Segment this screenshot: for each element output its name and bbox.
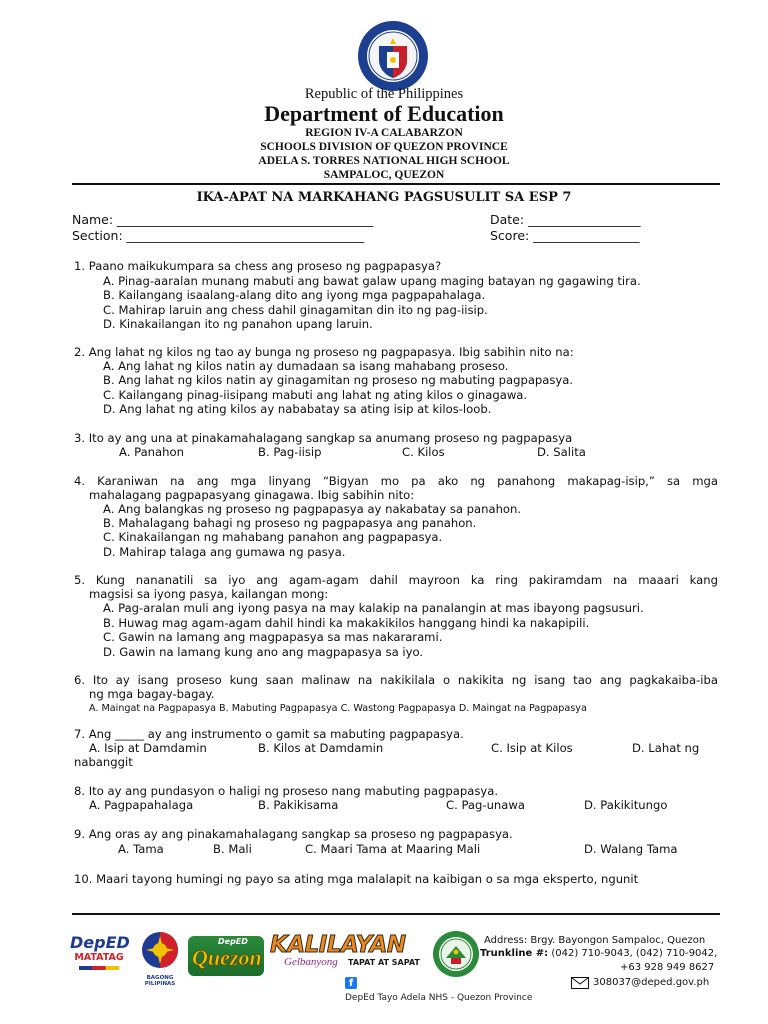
bagong-pilipinas-emblem-icon bbox=[134, 930, 186, 970]
question-3-stem: 3. Ito ay ang una at pinakamahalagang sangkap sa anumang proseso ng pagpapasya bbox=[74, 431, 573, 445]
school-address: Address: Brgy. Bayongon Sampaloc, Quezon bbox=[484, 935, 706, 946]
region-text: REGION IV-A CALABARZON bbox=[305, 127, 463, 139]
question-4-stem-cont: mahalagang pagpapasyang ginagawa. Ibig sabihin nito: bbox=[89, 488, 415, 502]
question-7-choice-d: D. Lahat ng bbox=[632, 741, 700, 755]
republic-text: Republic of the Philippines bbox=[304, 86, 464, 102]
department-title: Department of Education bbox=[264, 101, 504, 126]
question-8-choice-c: C. Pag-unawa bbox=[446, 798, 525, 812]
deped-seal-logo bbox=[357, 20, 429, 92]
header-divider bbox=[72, 183, 720, 185]
question-5-choice-b: B. Huwag mag agam-agam dahil hindi ka makakikilos hanggang hindi ka nakapipili. bbox=[103, 616, 590, 630]
question-7-choice-b: B. Kilos at Damdamin bbox=[258, 741, 384, 755]
question-8-choice-b: B. Pakikisama bbox=[258, 798, 339, 812]
question-1-choice-b: B. Kailangang isaalang-alang dito ang iyong mga pagpapahalaga. bbox=[103, 288, 486, 302]
question-3-choice-c: C. Kilos bbox=[402, 445, 445, 459]
question-3-choice-b: B. Pag-iisip bbox=[258, 445, 322, 459]
trunkline-numbers: (042) 710-9043, (042) 710-9042, bbox=[551, 948, 718, 959]
division-text: SCHOOLS DIVISION OF QUEZON PROVINCE bbox=[260, 141, 508, 153]
question-1-stem: 1. Paano maikukumpara sa chess ang proseso ng pagpapasya? bbox=[74, 259, 442, 273]
question-4-choice-d: D. Mahirap talaga ang gumawa ng pasya. bbox=[103, 545, 346, 559]
deped-matatag-logo bbox=[70, 934, 128, 980]
question-9-choice-c: C. Maari Tama at Maaring Mali bbox=[305, 842, 481, 856]
question-6-stem-cont: ng mga bagay-bagay. bbox=[89, 687, 215, 701]
score-field[interactable]: Score: _________________ bbox=[490, 228, 640, 243]
question-7-stem: 7. Ang _____ ay ang instrumento o gamit sa mabuting pagpapasya. bbox=[74, 727, 464, 741]
facebook-icon: f bbox=[345, 977, 357, 989]
question-7-choice-d-cont: nabanggit bbox=[74, 755, 133, 769]
question-6-stem: 6. Ito ay isang proseso kung saan malinaw na nakikilala o nakikita ng isang tao ang pagkakaiba-iba bbox=[74, 673, 718, 687]
question-4-choice-b: B. Mahalagang bahagi ng proseso ng pagpapasya ang panahon. bbox=[103, 516, 477, 530]
deped-quezon-logo bbox=[188, 936, 264, 976]
question-3-choice-d: D. Salita bbox=[537, 445, 586, 459]
question-1-choice-a: A. Pinag-aaralan munang mabuti ang bawat galaw upang maging batayan ng gagawing tira. bbox=[103, 274, 641, 288]
question-5-choice-a: A. Pag-aralan muli ang iyong pasya na may kalakip na panalangin at mas ibayong pagsusuri. bbox=[103, 601, 644, 615]
school-name: ADELA S. TORRES NATIONAL HIGH SCHOOL bbox=[258, 155, 510, 167]
question-2-choice-c: C. Kailangang pinag-iisipang mabuti ang lahat ng ating kilos o ginagawa. bbox=[103, 388, 528, 402]
question-3-choice-a: A. Panahon bbox=[119, 445, 184, 459]
tapat-at-sapat-text: TAPAT AT SAPAT bbox=[348, 958, 420, 967]
school-location: SAMPALOC, QUEZON bbox=[323, 169, 445, 181]
school-seal-logo bbox=[432, 930, 480, 978]
question-9-choice-d: D. Walang Tama bbox=[584, 842, 678, 856]
trunkline bbox=[480, 947, 717, 960]
section-field[interactable]: Section: ______________________________________ bbox=[72, 228, 365, 243]
question-5-choice-d: D. Gawin na lamang kung ano ang magpapasya sa iyo. bbox=[103, 645, 424, 659]
footer-divider bbox=[72, 913, 720, 915]
question-9-choice-b: B. Mali bbox=[213, 842, 252, 856]
question-2-choice-b: B. Ang lahat ng kilos natin ay ginagamitan ng proseso ng mabuting pagpapasya. bbox=[103, 373, 574, 387]
question-5-stem: 5. Kung nananatili sa iyo ang agam-agam dahil mayroon ka ring pakiramdam na maaari kang bbox=[74, 573, 718, 587]
question-8-choice-d: D. Pakikitungo bbox=[584, 798, 668, 812]
question-6-choices: A. Maingat na Pagpapasya B. Mabuting Pagpapasya C. Wastong Pagpapasya D. Maingat na Pagpapasya bbox=[89, 703, 587, 714]
question-9-stem: 9. Ang oras ay ang pinakamahalagang sangkap sa proseso ng pagpapasya. bbox=[74, 827, 513, 841]
question-10-stem: 10. Maari tayong humingi ng payo sa ating mga malalapit na kaibigan o sa mga eksperto, ngunit bbox=[74, 872, 639, 886]
question-4-choice-c: C. Kinakailangan ng mahabang panahon ang pagpapasya. bbox=[103, 530, 443, 544]
deped-quezon-small-text: DepED bbox=[218, 937, 248, 946]
question-8-choice-a: A. Pagpapahalaga bbox=[89, 798, 194, 812]
question-8-stem: 8. Ito ay ang pundasyon o haligi ng proseso nang mabuting pagpapasya. bbox=[74, 784, 499, 798]
exam-title: IKA-APAT NA MARKAHANG PAGSUSULIT SA ESP 7 bbox=[196, 190, 572, 205]
question-7-choice-a: A. Isip at Damdamin bbox=[89, 741, 207, 755]
question-2-choice-a: A. Ang lahat ng kilos natin ay dumadaan sa isang mahabang proseso. bbox=[103, 359, 509, 373]
kalilayan-text: KALILAYAN bbox=[270, 932, 406, 958]
mobile-number: +63 928 949 8627 bbox=[620, 962, 715, 973]
question-9-choice-a: A. Tama bbox=[118, 842, 164, 856]
deped-logo-text: DepED bbox=[70, 933, 130, 952]
bagong-pilipinas-text: BAGONG PILIPINAS bbox=[144, 975, 176, 987]
question-2-stem: 2. Ang lahat ng kilos ng tao ay bunga ng proseso ng pagpapasya. Ibig sabihin nito na: bbox=[74, 345, 574, 359]
bagong-pilipinas-logo bbox=[134, 930, 186, 986]
question-7-choice-c: C. Isip at Kilos bbox=[491, 741, 573, 755]
question-5-stem-cont: magsisi sa iyong pasya, kailangan mong: bbox=[89, 587, 329, 601]
facebook-page[interactable]: DepEd Tayo Adela NHS - Quezon Province bbox=[345, 993, 533, 1003]
question-1-choice-c: C. Mahirap laruin ang chess dahil ginagamitan din ito ng pag-iisip. bbox=[103, 303, 488, 317]
date-field[interactable]: Date: __________________ bbox=[490, 212, 641, 227]
matatag-stripe bbox=[79, 966, 119, 970]
trunkline-label: Trunkline #: bbox=[480, 948, 549, 959]
question-2-choice-d: D. Ang lahat ng ating kilos ay nababatay sa ating isip at kilos-loob. bbox=[103, 402, 492, 416]
question-5-choice-c: C. Gawin na lamang ang magpapasya sa mas nakararami. bbox=[103, 630, 443, 644]
question-4-choice-a: A. Ang balangkas ng proseso ng pagpapasya ay nakabatay sa panahon. bbox=[103, 502, 522, 516]
mail-icon bbox=[571, 977, 589, 989]
name-field[interactable]: Name: _________________________________________ bbox=[72, 212, 374, 227]
email-address[interactable]: 308037@deped.gov.ph bbox=[593, 977, 710, 988]
kalilayan-subtext: Gelbanyong bbox=[284, 956, 338, 968]
question-1-choice-d: D. Kinakailangan ito ng panahon upang laruin. bbox=[103, 317, 373, 331]
quezon-text: Quezon bbox=[192, 945, 262, 970]
question-4-stem: 4. Karaniwan na ang mga linyang “Bigyan mo pa ako ng panahong makapag-isip,” sa mga bbox=[74, 474, 718, 488]
matatag-text: MATATAG bbox=[74, 952, 124, 963]
